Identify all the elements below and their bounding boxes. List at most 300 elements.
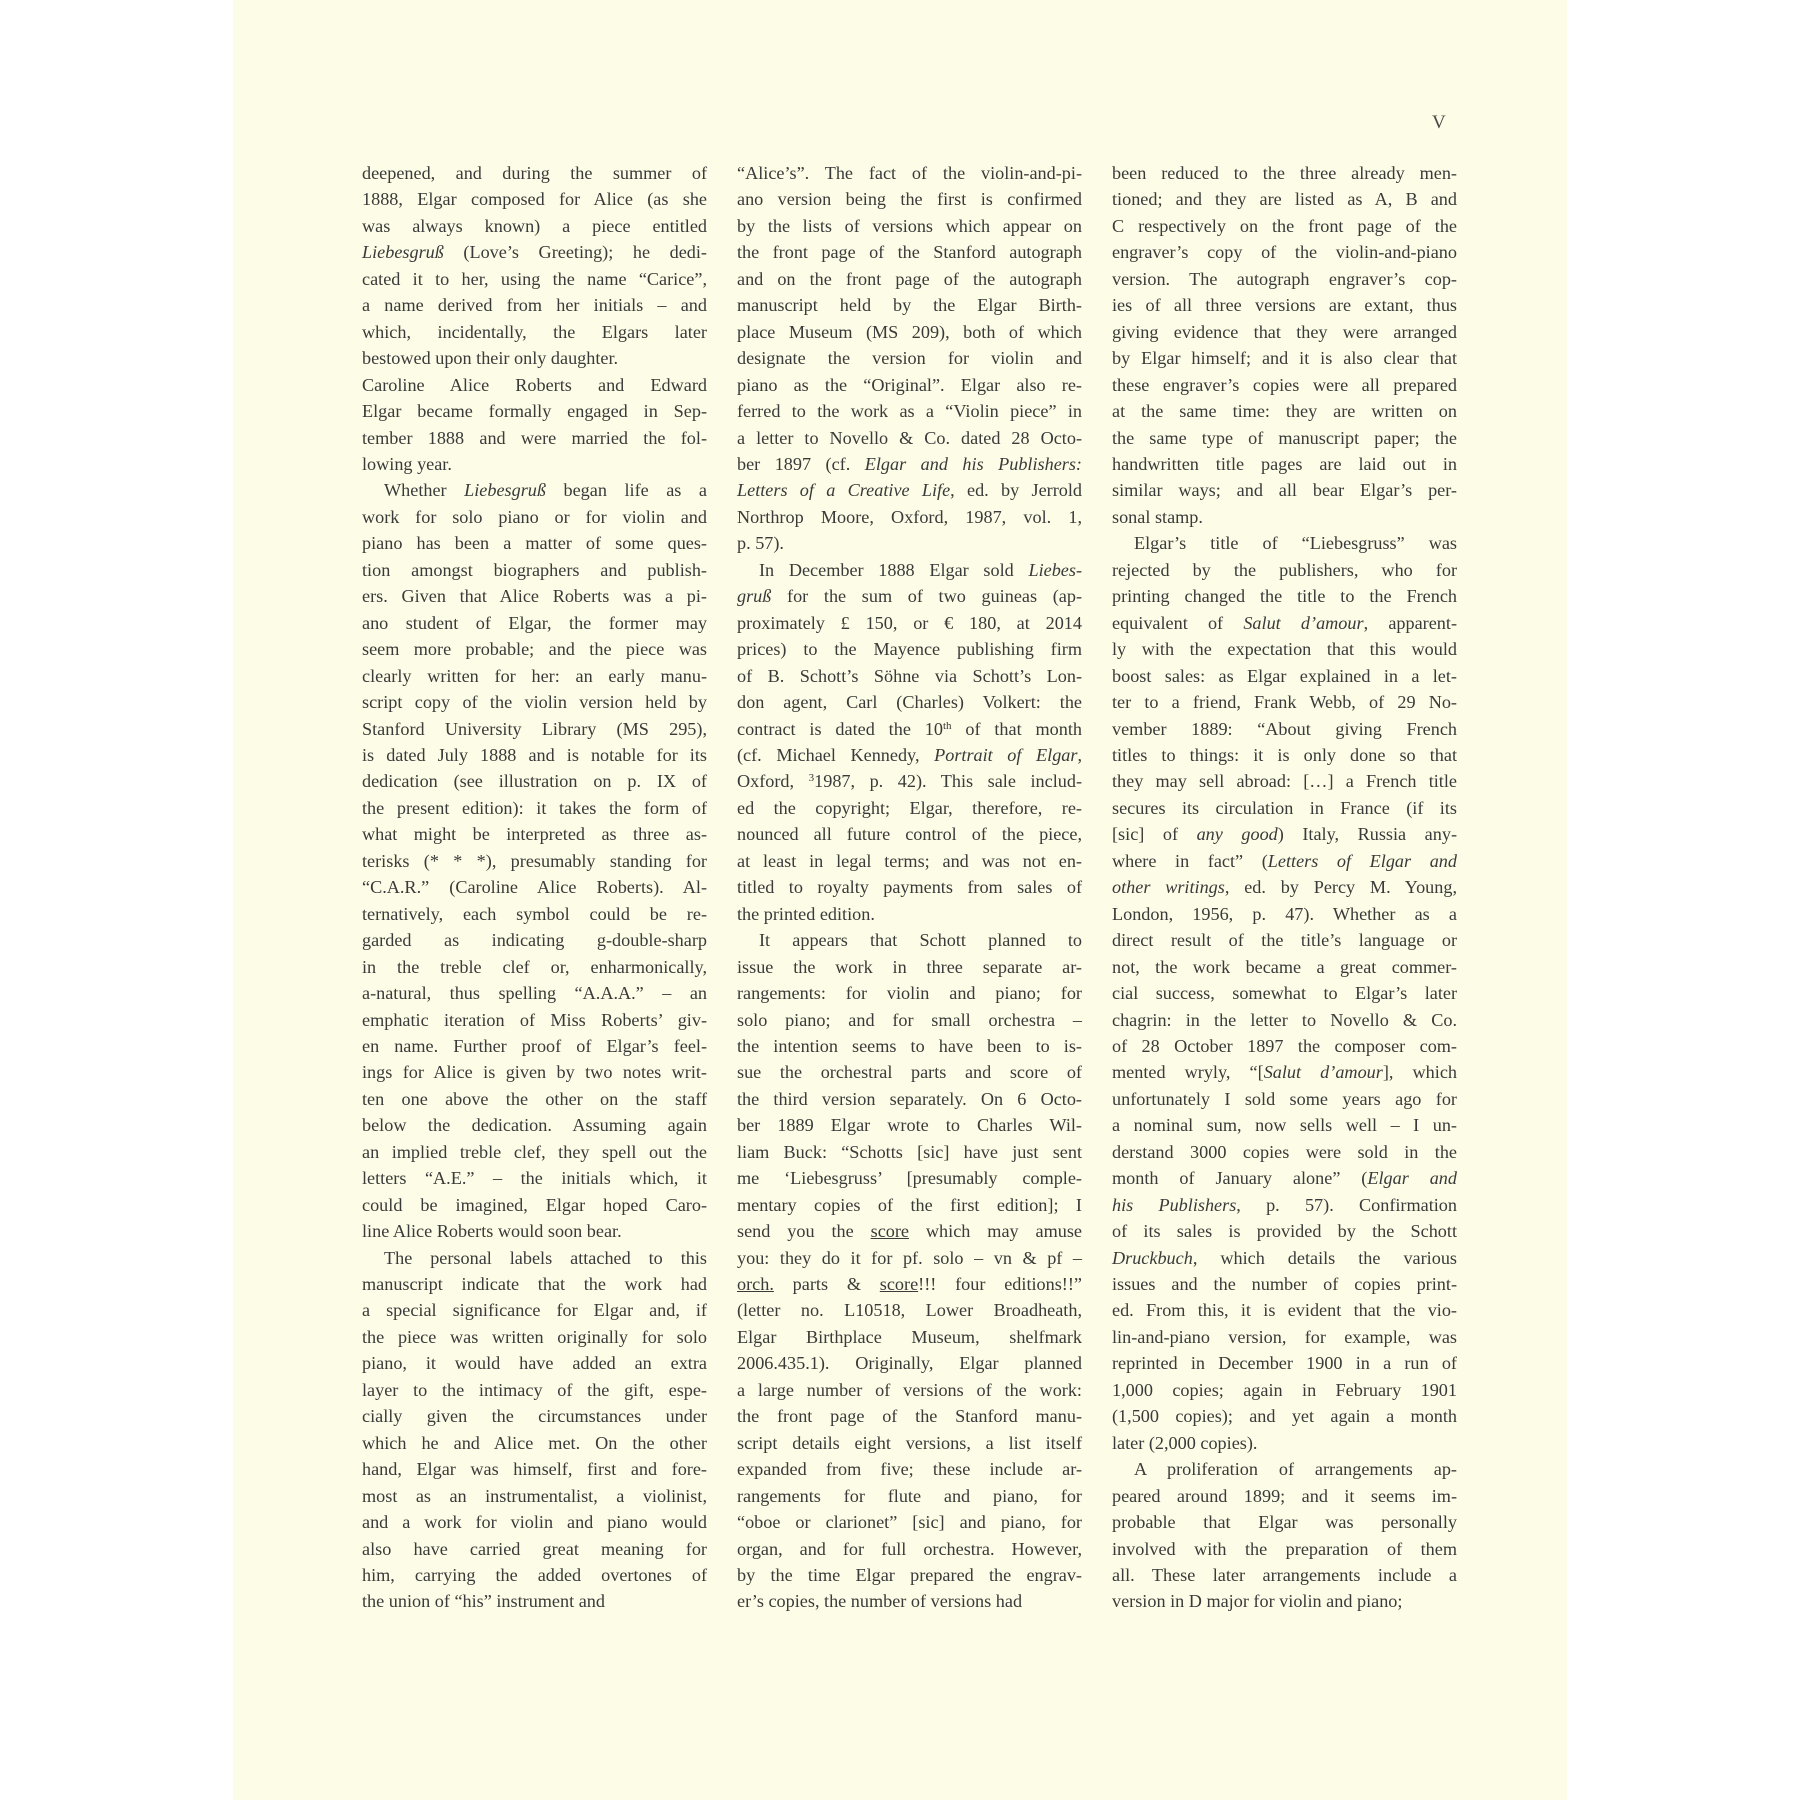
text-line [737,504,1082,530]
text-line [362,1377,707,1403]
text-run: lin-and-piano version, for example, was [1112,1326,1457,1347]
text-line [362,636,707,662]
text-line [1112,1536,1457,1562]
text-run: Whether [384,480,465,501]
text-run: and on the front page of the autograph [737,268,1082,289]
text-run: ly with the expectation that this would [1112,639,1457,660]
text-run: below the dedication. Assuming again [362,1115,707,1136]
text-run: cial success, somewhat to Elgar’s later [1112,983,1457,1004]
text-line [362,689,707,715]
text-run: proximately £ 150, or € 180, at 2014 [737,612,1082,633]
text-line [737,689,1082,715]
text-run: a name derived from her initials – and [362,295,707,316]
text-line [737,1536,1082,1562]
text-column-2 [737,160,1082,1615]
text-line [737,1297,1082,1323]
text-run: Caroline Alice Roberts and Edward [362,374,707,395]
text-line [362,874,707,900]
text-line [362,1086,707,1112]
text-run: cated it to her, using the name “Carice”, [362,268,707,289]
text-line [1112,186,1457,212]
italic-text: Portrait of Elgar [934,744,1078,765]
text-run: (1,500 copies); and yet again a month [1112,1406,1457,1427]
superscript: th [942,719,952,732]
text-run: the printed edition. [737,903,875,924]
text-line [362,1403,707,1429]
text-run: also have carried great meaning for [362,1538,707,1559]
text-line [362,292,707,318]
text-line [1112,1245,1457,1271]
text-line [362,716,707,742]
text-line [737,1350,1082,1376]
text-run: nounced all future control of the piece, [737,824,1082,845]
text-line [1112,372,1457,398]
text-run: rejected by the publishers, who for [1112,559,1457,580]
text-line [737,239,1082,265]
text-line [362,1218,707,1244]
text-run: tion amongst biographers and publish- [362,559,707,580]
text-line [737,372,1082,398]
text-run: en name. Further proof of Elgar’s feel- [362,1035,707,1056]
text-run: of 28 October 1897 the composer com- [1112,1035,1457,1056]
text-run: It appears that Schott planned to [759,930,1082,951]
text-run: secures its circulation in France (if its [1112,797,1457,818]
text-run: at the same time: they are written on [1112,401,1457,422]
text-line [737,1033,1082,1059]
text-line [362,345,707,371]
text-run: been reduced to the three already men- [1112,163,1457,183]
text-line [1112,1033,1457,1059]
text-run: what might be interpreted as three as- [362,824,707,845]
text-run: bestowed upon their only daughter. [362,348,619,369]
text-run: the union of “his” instrument and [362,1591,605,1612]
text-run: deepened, and during the summer of [362,163,707,183]
text-run: month of January alone” ( [1112,1168,1368,1189]
text-run: p. 57). [737,533,784,554]
text-line [1112,636,1457,662]
text-run: (letter no. L10518, Lower Broadheath, [737,1300,1082,1321]
text-line [1112,504,1457,530]
text-line [1112,1324,1457,1350]
text-run: er’s copies, the number of versions had [737,1591,1023,1612]
text-run: of its sales is provided by the Schott [1112,1221,1457,1242]
text-run: work for solo piano or for violin and [362,506,707,527]
text-run: 2006.435.1). Originally, Elgar planned [737,1353,1082,1374]
text-line [362,530,707,556]
text-run: peared around 1899; and it seems im- [1112,1485,1457,1506]
text-line [1112,160,1457,186]
text-run: 1888, Elgar composed for Alice (as she [362,189,707,210]
text-line [737,927,1082,953]
text-line [737,768,1082,794]
text-line [362,742,707,768]
text-run: ano version being the first is confirmed [737,189,1082,210]
text-line [1112,266,1457,292]
text-run: ber 1889 Elgar wrote to Charles Wil- [737,1115,1082,1136]
text-line [362,610,707,636]
text-run: “oboe or clarionet” [sic] and piano, for [737,1512,1082,1533]
text-line [737,1430,1082,1456]
text-run: letters “A.E.” – the initials which, it [362,1168,707,1189]
text-run: In December 1888 Elgar sold [759,559,1029,580]
text-run: The personal labels attached to this [384,1247,707,1268]
text-run: expanded from five; these include ar- [737,1459,1082,1480]
text-run: “C.A.R.” (Caroline Alice Roberts). Al- [362,877,707,898]
text-run: parts & [773,1274,880,1295]
text-line [362,1536,707,1562]
text-line [1112,742,1457,768]
text-line [737,848,1082,874]
text-line [362,451,707,477]
text-line [362,186,707,212]
text-run: rangements: for violin and piano; for [737,983,1082,1004]
text-run: Elgar became formally engaged in Sep- [362,401,707,422]
text-run: send you the [737,1221,871,1242]
italic-text: Elgar and [1367,1168,1457,1189]
text-line [737,1562,1082,1588]
italic-text: other writings [1112,877,1225,898]
text-run: of that month [951,718,1082,739]
text-line [1112,1086,1457,1112]
text-line [737,1086,1082,1112]
text-run: most as an instrumentalist, a violinist, [362,1485,707,1506]
text-line [1112,583,1457,609]
text-run: the front page of the Stanford manu- [737,1406,1082,1427]
text-line [737,186,1082,212]
text-run: don agent, Carl (Charles) Volkert: the [737,692,1082,713]
text-run: ternatively, each symbol could be re- [362,903,707,924]
text-line [737,1112,1082,1138]
text-line [737,821,1082,847]
text-run: cially given the circumstances under [362,1406,707,1427]
italic-text: Druckbuch [1112,1247,1193,1268]
text-run: ferred to the work as a “Violin piece” in [737,401,1082,422]
text-run: the piece was written originally for solo [362,1326,707,1347]
text-run: which, incidentally, the Elgars later [362,321,707,342]
text-run: , ed. by Jerrold [950,480,1082,501]
text-line [1112,1218,1457,1244]
superscript: 3 [808,772,815,785]
text-run: equivalent of [1112,612,1244,633]
text-run: could be imagined, Elgar hoped Caro- [362,1194,707,1215]
text-run: by the lists of versions which appear on [737,215,1082,236]
text-run: the present edition): it takes the form of [362,797,707,818]
text-run: layer to the intimacy of the gift, espe- [362,1379,707,1400]
underlined-text: score [870,1221,909,1242]
text-run: vember 1889: “About giving French [1112,718,1457,739]
text-line [362,213,707,239]
italic-text: Salut d’amour [1263,1062,1383,1083]
text-line [737,425,1082,451]
text-run: at least in legal terms; and was not en- [737,850,1082,871]
text-column-1 [362,160,707,1615]
text-run: ) Italy, Russia any- [1277,824,1457,845]
text-line [1112,451,1457,477]
text-line [1112,1562,1457,1588]
text-line [737,742,1082,768]
text-run: A proliferation of arrangements ap- [1134,1459,1457,1480]
text-run: [sic] of [1112,824,1197,845]
text-line [362,821,707,847]
text-run: titles to things: it is only done so that [1112,744,1457,765]
text-line [1112,1377,1457,1403]
text-run: is dated July 1888 and is notable for its [362,744,707,765]
text-run: Elgar Birthplace Museum, shelfmark [737,1326,1082,1347]
text-line [737,1059,1082,1085]
text-line [1112,425,1457,451]
text-run: ter to a friend, Frank Webb, of 29 No- [1112,692,1457,713]
text-line [737,292,1082,318]
text-run: tember 1888 and were married the fol- [362,427,707,448]
text-line [362,477,707,503]
text-run: ber 1897 (cf. [737,453,865,474]
text-run: ten one above the other on the staff [362,1088,707,1109]
text-run: rangements for flute and piano, for [737,1485,1082,1506]
text-run: an implied treble clef, they spell out the [362,1141,707,1162]
text-line [362,1165,707,1191]
text-line [1112,1403,1457,1429]
text-line [362,927,707,953]
text-run: a-natural, thus spelling “A.A.A.” – an [362,983,707,1004]
text-run: handwritten title pages are laid out in [1112,453,1457,474]
text-line [737,583,1082,609]
text-line [362,1271,707,1297]
text-run: sue the orchestral parts and score of [737,1062,1082,1083]
text-run: probable that Elgar was personally [1112,1512,1457,1533]
text-run: designate the version for violin and [737,348,1082,369]
text-line [737,1245,1082,1271]
text-line [362,1324,707,1350]
text-run: organ, and for full orchestra. However, [737,1538,1082,1559]
text-run: terisks (* * *), presumably standing for [362,850,707,871]
text-run: later (2,000 copies). [1112,1432,1258,1453]
text-line [362,1588,707,1614]
text-line [362,1297,707,1323]
text-run: where in fact” ( [1112,850,1268,871]
text-run: a large number of versions of the work: [737,1379,1082,1400]
text-line [737,557,1082,583]
text-line [737,980,1082,1006]
text-run: printing changed the title to the French [1112,586,1457,607]
text-run: a special significance for Elgar and, if [362,1300,707,1321]
text-line [1112,821,1457,847]
text-run: engraver’s copy of the violin-and-piano [1112,242,1457,263]
text-run: issue the work in three separate ar- [737,956,1082,977]
text-run: by the time Elgar prepared the engrav- [737,1565,1082,1586]
text-run: sonal stamp. [1112,506,1203,527]
italic-text: Liebesgruß [362,242,444,263]
text-line [1112,1007,1457,1033]
text-line [737,530,1082,556]
text-line [737,266,1082,292]
text-line [737,663,1082,689]
text-run: , which details the various [1192,1247,1457,1268]
text-run: , [1077,744,1083,765]
text-line [362,1562,707,1588]
text-line [1112,1456,1457,1482]
text-line [1112,1112,1457,1138]
text-run: was always known) a piece entitled [362,215,707,236]
text-line [362,398,707,424]
text-line [1112,848,1457,874]
underlined-text: score [879,1274,919,1295]
text-line [362,1139,707,1165]
text-run: which may amuse [909,1221,1082,1242]
text-line [737,610,1082,636]
text-run: emphatic iteration of Miss Roberts’ giv- [362,1009,707,1030]
text-line [1112,901,1457,927]
text-run: 1,000 copies; again in February 1901 [1112,1379,1457,1400]
text-run: place Museum (MS 209), both of which [737,321,1082,342]
text-run: ies of all three versions are extant, thus [1112,295,1457,316]
text-run: C respectively on the front page of the [1112,215,1457,236]
text-run: ], which [1382,1062,1457,1083]
text-line [737,1007,1082,1033]
text-line [1112,610,1457,636]
text-line [1112,530,1457,556]
text-line [737,954,1082,980]
text-line [362,372,707,398]
text-line [1112,716,1457,742]
text-line [362,1483,707,1509]
text-line [1112,980,1457,1006]
text-line [1112,1483,1457,1509]
text-line [1112,1297,1457,1323]
text-run: these engraver’s copies were all prepared [1112,374,1457,395]
text-run: direct result of the title’s language or [1112,930,1457,951]
text-run: derstand 3000 copies were sold in the [1112,1141,1457,1162]
text-line [362,583,707,609]
text-line [737,1165,1082,1191]
text-line [362,954,707,980]
text-run: script copy of the violin version held by [362,692,707,713]
text-run: the third version separately. On 6 Octo- [737,1088,1082,1109]
text-line [1112,1059,1457,1085]
text-run: a letter to Novello & Co. dated 28 Octo- [737,427,1082,448]
text-run: lowing year. [362,453,452,474]
text-run: the front page of the Stanford autograph [737,242,1082,263]
text-line [362,425,707,451]
text-line [1112,795,1457,821]
text-run: of B. Schott’s Söhne via Schott’s Lon- [737,665,1082,686]
text-run: , apparent- [1363,612,1458,633]
text-run: , ed. by Percy M. Young, [1224,877,1458,898]
text-run: piano has been a matter of some ques- [362,533,707,554]
text-run: you: they do it for pf. solo – vn & pf – [737,1247,1082,1268]
text-line [737,716,1082,742]
underlined-text: orch. [737,1274,774,1295]
text-line [362,901,707,927]
text-line [362,504,707,530]
text-run: contract is dated the 10 [737,718,943,739]
text-run: 1987, p. 42). This sale includ- [814,771,1082,792]
text-run: not, the work became a great commer- [1112,956,1457,977]
text-run: ers. Given that Alice Roberts was a pi- [362,586,707,607]
text-run: in the treble clef or, enharmonically, [362,956,707,977]
text-run: !!! four editions!!” [918,1274,1082,1295]
text-run: boost sales: as Elgar explained in a let- [1112,665,1457,686]
text-line [1112,874,1457,900]
text-line [362,557,707,583]
text-run: garded as indicating g-double-sharp [362,930,707,951]
text-run: chagrin: in the letter to Novello & Co. [1112,1009,1457,1030]
text-line [362,1456,707,1482]
text-line [362,1430,707,1456]
text-line [737,345,1082,371]
text-line [737,477,1082,503]
text-run: version. The autograph engraver’s cop- [1112,268,1457,289]
text-line [737,1509,1082,1535]
italic-text: Salut d’amour [1243,612,1364,633]
text-run: all. These later arrangements include a [1112,1565,1457,1586]
text-run: “Alice’s”. The fact of the violin-and-pi- [737,163,1082,183]
text-line [362,1007,707,1033]
text-line [1112,1271,1457,1297]
text-line [737,398,1082,424]
text-line [1112,1139,1457,1165]
page-number: V [1432,112,1446,133]
text-line [1112,1509,1457,1535]
text-run: piano, it would have added an extra [362,1353,707,1374]
text-run: issues and the number of copies print- [1112,1274,1457,1295]
text-line [737,1139,1082,1165]
text-run: titled to royalty payments from sales of [737,877,1082,898]
italic-text: Letters of a Creative Life [737,480,951,501]
text-run: version in D major for violin and piano; [1112,1591,1403,1612]
text-line [1112,398,1457,424]
italic-text: Liebes- [1028,559,1082,580]
text-line [362,1059,707,1085]
text-line [1112,477,1457,503]
text-line [737,901,1082,927]
text-line [1112,1165,1457,1191]
text-line [362,663,707,689]
text-run: involved with the preparation of them [1112,1538,1457,1559]
text-line [362,795,707,821]
text-line [737,795,1082,821]
text-run: which he and Alice met. On the other [362,1432,707,1453]
text-run: dedication (see illustration on p. IX of [362,771,707,792]
text-line [737,213,1082,239]
text-column-3 [1112,160,1457,1615]
text-line [362,266,707,292]
text-line [1112,1430,1457,1456]
text-line [737,1377,1082,1403]
text-line [737,1271,1082,1297]
text-run: reprinted in December 1900 in a run of [1112,1353,1457,1374]
text-line [362,768,707,794]
text-line [362,1192,707,1218]
text-run: unfortunately I sold some years ago for [1112,1088,1457,1109]
text-run: tioned; and they are listed as A, B and [1112,189,1457,210]
text-line [737,1192,1082,1218]
text-run: for the sum of two guineas (ap- [771,586,1082,607]
text-line [362,319,707,345]
text-run: the same type of manuscript paper; the [1112,427,1457,448]
text-run: Stanford University Library (MS 295), [362,718,707,739]
text-run: began life as a [545,480,707,501]
text-run: and a work for violin and piano would [362,1512,707,1533]
text-run: liam Buck: “Schotts [sic] have just sent [737,1141,1082,1162]
text-run: script details eight versions, a list itself [737,1432,1082,1453]
text-line [737,319,1082,345]
italic-text: his Publishers [1112,1194,1237,1215]
text-run: ano student of Elgar, the former may [362,612,707,633]
text-run: Northrop Moore, Oxford, 1987, vol. 1, [737,506,1082,527]
text-line [1112,557,1457,583]
text-line [1112,663,1457,689]
text-line [1112,1588,1457,1614]
